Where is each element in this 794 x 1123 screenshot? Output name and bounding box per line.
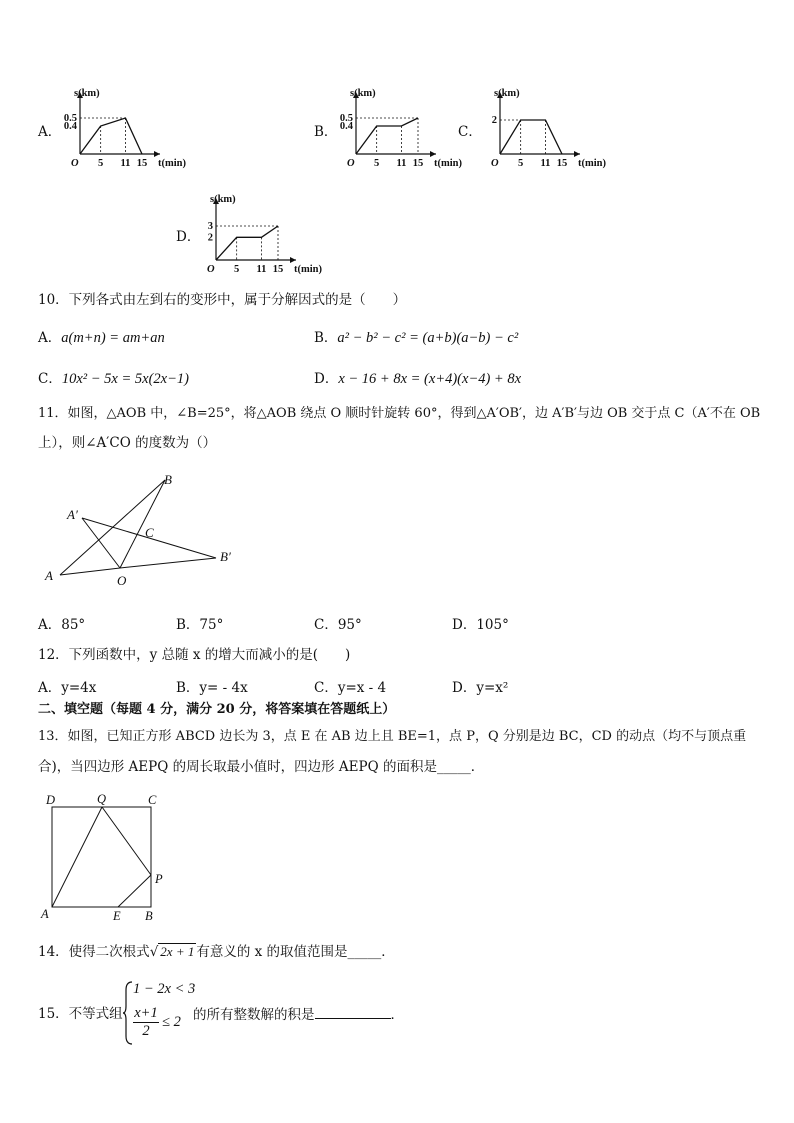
q11-option-d: D．105° <box>452 617 509 633</box>
x-tick-label: 11 <box>256 264 267 275</box>
q15-inequality-1: 1 − 2x < 3 <box>133 981 196 997</box>
q9-graph-c <box>480 84 610 174</box>
x-axis-label: t(min) <box>294 264 322 275</box>
q10-stem: 10．下列各式由左到右的变形中，属于分解因式的是（ ） <box>38 292 407 308</box>
segment-aq <box>52 807 102 907</box>
q9-graph-b <box>336 84 466 174</box>
x-tick-label: 5 <box>234 264 240 275</box>
q13-figure <box>38 790 178 924</box>
q12-option-b: B．y= - 4x <box>176 680 248 696</box>
q9-option-a-label: A． <box>38 124 62 140</box>
q15-answer-blank[interactable] <box>315 1004 391 1019</box>
segment-pe <box>118 875 151 907</box>
q9-graph-d <box>196 190 326 280</box>
y-tick-label: 2 <box>207 232 213 244</box>
y-tick-label: 0.4 <box>339 121 353 132</box>
segment-ob <box>120 480 165 568</box>
segment-qp <box>102 807 151 875</box>
y-axis-label: s(km) <box>74 88 100 99</box>
y-axis-label: s(km) <box>494 88 520 99</box>
q12-stem: 12．下列函数中，y 总随 x 的增大而减小的是( ) <box>38 647 351 663</box>
x-tick-label: 5 <box>518 158 524 169</box>
square-abcd <box>52 807 151 907</box>
q12-option-d: D．y=x² <box>452 680 509 696</box>
q10-option-a: A．a(m+n) = am+an <box>38 330 165 346</box>
x-tick-label: 11 <box>120 158 131 169</box>
x-axis-label: t(min) <box>158 158 186 169</box>
label-b: B <box>164 472 172 487</box>
label-a-prime: A′ <box>67 507 78 522</box>
x-tick-label: 15 <box>556 158 568 169</box>
x-arrow <box>574 151 580 157</box>
q13-stem-line1: 13．如图，已知正方形 ABCD 边长为 3，点 E 在 AB 边上且 BE=1，点 P，Q 分别是边 BC，CD 的动点（均不与顶点重 <box>38 729 747 744</box>
label-b: B <box>145 909 153 923</box>
label-e: E <box>113 909 121 923</box>
q11-stem-line1: 11．如图，△AOB 中，∠B=25°，将△AOB 绕点 O 顺时针旋转 60°，得到△A′OB′，边 A′B′与边 OB 交于点 C（A′不在 OB <box>38 406 761 421</box>
x-arrow <box>154 151 160 157</box>
y-tick-label: 0.4 <box>63 121 77 132</box>
section-2-heading: 二、填空题（每题 4 分，满分 20 分，将答案填在答题纸上） <box>38 702 396 717</box>
y-axis-label: s(km) <box>350 88 376 99</box>
label-a: A <box>41 907 49 921</box>
label-o: O <box>117 573 127 588</box>
x-tick-label: 15 <box>136 158 148 169</box>
q9-option-d-label: D． <box>176 229 201 245</box>
q14-radicand: 2x + 1 <box>160 944 195 959</box>
y-tick-label: 0.5 <box>63 113 77 124</box>
segment-ob1 <box>120 558 216 568</box>
x-tick-label: 15 <box>272 264 284 275</box>
distance-line <box>216 226 278 260</box>
x-arrow <box>430 151 436 157</box>
y-axis-label: s(km) <box>210 194 236 205</box>
x-tick-label: 11 <box>540 158 551 169</box>
y-tick-label: 0.5 <box>339 113 353 124</box>
label-c: C <box>148 793 157 807</box>
distance-line <box>356 118 418 154</box>
q15-post: 的所有整数解的积是 ． <box>193 1004 404 1025</box>
q10-option-c: C．10x² − 5x = 5x(2x−1) <box>38 371 189 387</box>
q12-option-c: C．y=x - 4 <box>314 680 387 696</box>
q12-option-a: A．y=4x <box>38 680 97 696</box>
origin-label: O <box>347 158 355 169</box>
q15-pre: 15．不等式组 <box>38 1006 123 1022</box>
origin-label: O <box>491 158 499 169</box>
x-tick-label: 5 <box>374 158 380 169</box>
label-q: Q <box>97 792 107 806</box>
q11-option-c: C．95° <box>314 617 362 633</box>
q11-option-a: A．85° <box>38 617 86 633</box>
q9-option-b-label: B． <box>314 124 338 140</box>
q11-stem-line2: 上），则∠A′CO 的度数为（） <box>38 435 217 451</box>
x-arrow <box>290 257 296 263</box>
y-tick-label: 3 <box>207 221 213 232</box>
q10-option-b: B．a² − b² − c² = (a+b)(a−b) − c² <box>314 330 519 346</box>
segment-ao <box>60 568 120 575</box>
sqrt-sign: √ <box>149 944 159 960</box>
x-tick-label: 5 <box>98 158 104 169</box>
label-c: C <box>145 525 154 540</box>
x-axis-label: t(min) <box>434 158 462 169</box>
q14-stem: 14．使得二次根式√ 2x + 1 有意义的 x 的取值范围是_____． <box>38 944 395 960</box>
x-axis-label: t(min) <box>578 158 606 169</box>
distance-line <box>500 120 562 154</box>
q13-stem-line2: 合)，当四边形 AEPQ 的周长取最小值时，四边形 AEPQ 的面积是_____． <box>38 759 485 775</box>
label-p: P <box>155 872 163 886</box>
origin-label: O <box>207 264 215 275</box>
y-tick-label: 2 <box>491 115 497 126</box>
distance-line <box>80 118 142 154</box>
q11-option-b: B．75° <box>176 617 224 633</box>
q15-frac-denominator: 2 <box>142 1023 150 1039</box>
q15-inequality-2: x+1 2 ≤ 2 <box>134 1005 181 1039</box>
q15-frac-numerator: x+1 <box>134 1005 158 1021</box>
q9-option-c-label: C． <box>458 124 482 140</box>
label-d: D <box>46 793 56 807</box>
label-b-prime: B′ <box>220 549 231 564</box>
q11-figure <box>40 468 250 592</box>
q9-graph-a <box>60 84 190 174</box>
label-a: A <box>45 568 53 583</box>
x-tick-label: 11 <box>396 158 407 169</box>
x-tick-label: 15 <box>412 158 424 169</box>
q10-option-d: D．x − 16 + 8x = (x+4)(x−4) + 8x <box>314 371 522 387</box>
origin-label: O <box>71 158 79 169</box>
